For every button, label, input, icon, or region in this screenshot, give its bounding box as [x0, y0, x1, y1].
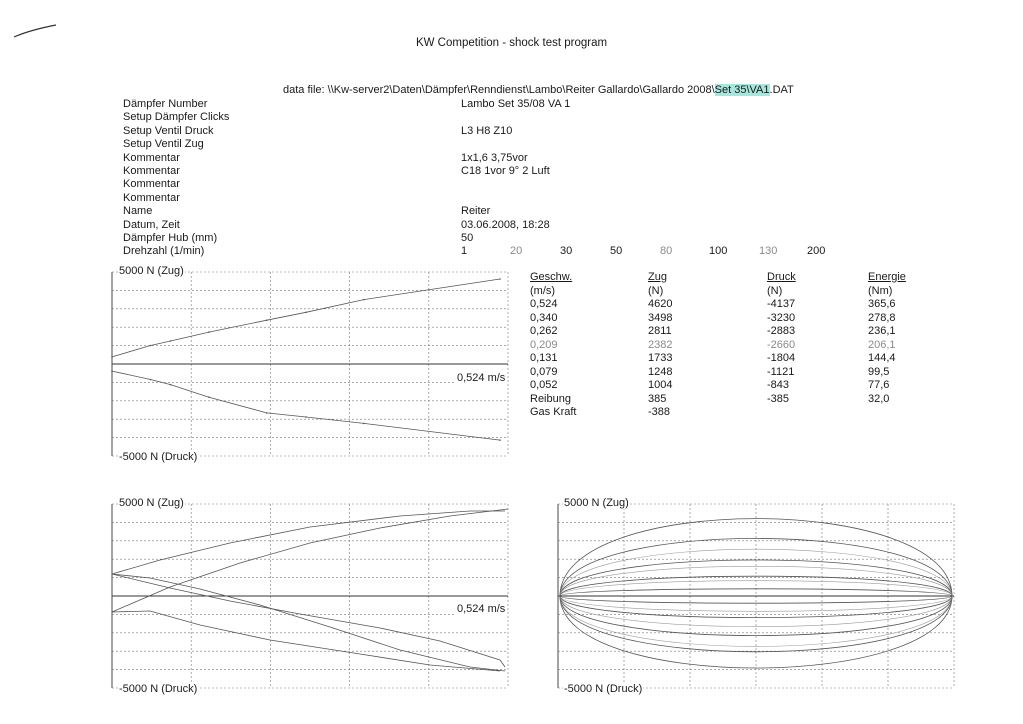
- file-path-suffix: .DAT: [769, 84, 794, 96]
- plot1-point-zug: [499, 278, 501, 280]
- plot1-point-zug: [111, 356, 113, 358]
- table-cell: 0,052: [530, 379, 558, 391]
- field-value: 50: [461, 232, 474, 244]
- field-label: Setup Ventil Zug: [123, 138, 204, 151]
- table-cell: 3498: [648, 311, 673, 324]
- column-unit: (Nm): [868, 284, 893, 297]
- rpm-value: 20: [510, 245, 523, 257]
- rpm-value: 100: [709, 245, 728, 257]
- table-cell: 206,1: [868, 338, 896, 351]
- rpm-value: 1: [461, 245, 468, 257]
- column-header: Geschw.: [530, 271, 573, 283]
- table-cell: 0,524: [530, 298, 558, 310]
- plot1-point-druck: [363, 423, 365, 425]
- table-cell: -2660: [767, 338, 796, 351]
- table-cell: 278,8: [868, 311, 896, 324]
- plot1-point-zug: [305, 312, 307, 314]
- table-cell: 32,0: [868, 392, 890, 405]
- table-cell: 1733: [648, 352, 673, 364]
- plot1-point-zug: [266, 319, 268, 321]
- plot1-series-druck: [112, 371, 500, 440]
- plot2-curve-upper-a: [112, 509, 508, 612]
- table-cell: -1121: [767, 365, 795, 378]
- plot1-speed-label: 0,524 m/s: [457, 372, 506, 384]
- table-cell: 0,340: [530, 311, 558, 324]
- field-label: Kommentar: [123, 191, 180, 204]
- table-cell: 144,4: [868, 352, 896, 364]
- field-label: Kommentar: [123, 178, 180, 191]
- plot2-zug-label: 5000 N (Zug): [119, 497, 184, 509]
- plot2-speed-label: 0,524 m/s: [457, 603, 506, 615]
- plot1-point-druck: [111, 370, 113, 372]
- field-label: Kommentar: [123, 151, 180, 164]
- plot1-point-zug: [363, 299, 365, 301]
- pen-mark: [14, 25, 56, 37]
- table-cell: 385: [648, 392, 667, 405]
- plot1-point-zug: [150, 345, 152, 347]
- plot1-point-zug: [170, 340, 172, 342]
- field-label: Name: [123, 205, 153, 218]
- field-label: Kommentar: [123, 165, 180, 177]
- rpm-value: 200: [807, 245, 826, 257]
- table-cell: -385: [767, 392, 790, 405]
- field-value: 1x1,6 3,75vor: [461, 151, 528, 164]
- table-cell: -843: [767, 379, 790, 391]
- table-cell: 2811: [648, 325, 672, 337]
- field-value: 03.06.2008, 18:28: [461, 218, 550, 231]
- table-cell: 0,209: [530, 338, 558, 351]
- column-header: Energie: [868, 271, 906, 283]
- plot2-curve-upper-b: [112, 511, 505, 574]
- table-cell: -1804: [767, 352, 796, 364]
- table-cell: -388: [648, 406, 671, 418]
- plot1-point-druck: [150, 379, 152, 381]
- field-label: Dämpfer Hub (mm): [123, 232, 218, 244]
- field-label: Setup Dämpfer Clicks: [123, 111, 230, 124]
- column-header: Druck: [767, 271, 796, 283]
- rpm-value: 80: [660, 245, 673, 257]
- table-cell: 236,1: [868, 325, 896, 337]
- field-value: C18 1vor 9° 2 Luft: [461, 165, 550, 177]
- table-cell: 365,6: [868, 298, 896, 310]
- table-cell: 0,079: [530, 365, 558, 378]
- table-cell: 99,5: [868, 365, 890, 378]
- table-cell: 0,131: [530, 352, 558, 364]
- column-unit: (m/s): [530, 284, 556, 297]
- table-cell: 1004: [648, 379, 673, 391]
- column-unit: (N): [648, 284, 664, 297]
- field-value: Reiter: [461, 205, 491, 218]
- plot3-zug-label: 5000 N (Zug): [564, 497, 629, 509]
- plot3-druck-label: -5000 N (Druck): [564, 683, 643, 695]
- table-cell: 2382: [648, 338, 673, 351]
- plot2-curve-lower-c: [112, 611, 500, 671]
- plot1-point-druck: [170, 384, 172, 386]
- table-cell: Gas Kraft: [530, 406, 577, 418]
- column-unit: (N): [767, 284, 783, 297]
- table-cell: -4137: [767, 298, 796, 310]
- table-cell: 4620: [648, 298, 673, 310]
- field-value: L3 H8 Z10: [461, 124, 513, 137]
- rpm-value: 30: [560, 245, 573, 257]
- plot1-point-druck: [499, 439, 501, 441]
- plot2-druck-label: -5000 N (Druck): [119, 683, 198, 695]
- column-header: Zug: [648, 271, 667, 283]
- rpm-value: 50: [610, 245, 623, 257]
- field-value: Lambo Set 35/08 VA 1: [461, 98, 571, 110]
- field-label: Drehzahl (1/min): [123, 245, 205, 258]
- plot1-point-druck: [208, 396, 210, 398]
- table-cell: 0,262: [530, 325, 558, 337]
- plot1-point-druck: [305, 416, 307, 418]
- table-cell: 1248: [648, 365, 673, 378]
- table-cell: 77,6: [868, 379, 890, 391]
- plot1-point-zug: [208, 331, 210, 333]
- field-label: Dämpfer Number: [123, 98, 208, 110]
- table-cell: -2883: [767, 325, 796, 337]
- field-label: Datum, Zeit: [123, 218, 180, 231]
- plot1-point-druck: [266, 412, 268, 414]
- plot1-druck-label: -5000 N (Druck): [119, 451, 198, 463]
- field-label: Setup Ventil Druck: [123, 124, 214, 137]
- file-path-prefix: data file: \\Kw-server2\Daten\Dämpfer\Renndienst\Lambo\Reiter Gallardo\Gallardo 2008\: [283, 84, 715, 96]
- table-cell: Reibung: [530, 392, 571, 405]
- table-cell: -3230: [767, 311, 796, 324]
- page-title: KW Competition - shock test program: [415, 37, 608, 49]
- file-path-highlight: Set 35\VA1: [714, 84, 770, 96]
- plot3-loop: [560, 538, 952, 651]
- rpm-value: 130: [759, 245, 778, 257]
- plot1-zug-label: 5000 N (Zug): [119, 265, 184, 277]
